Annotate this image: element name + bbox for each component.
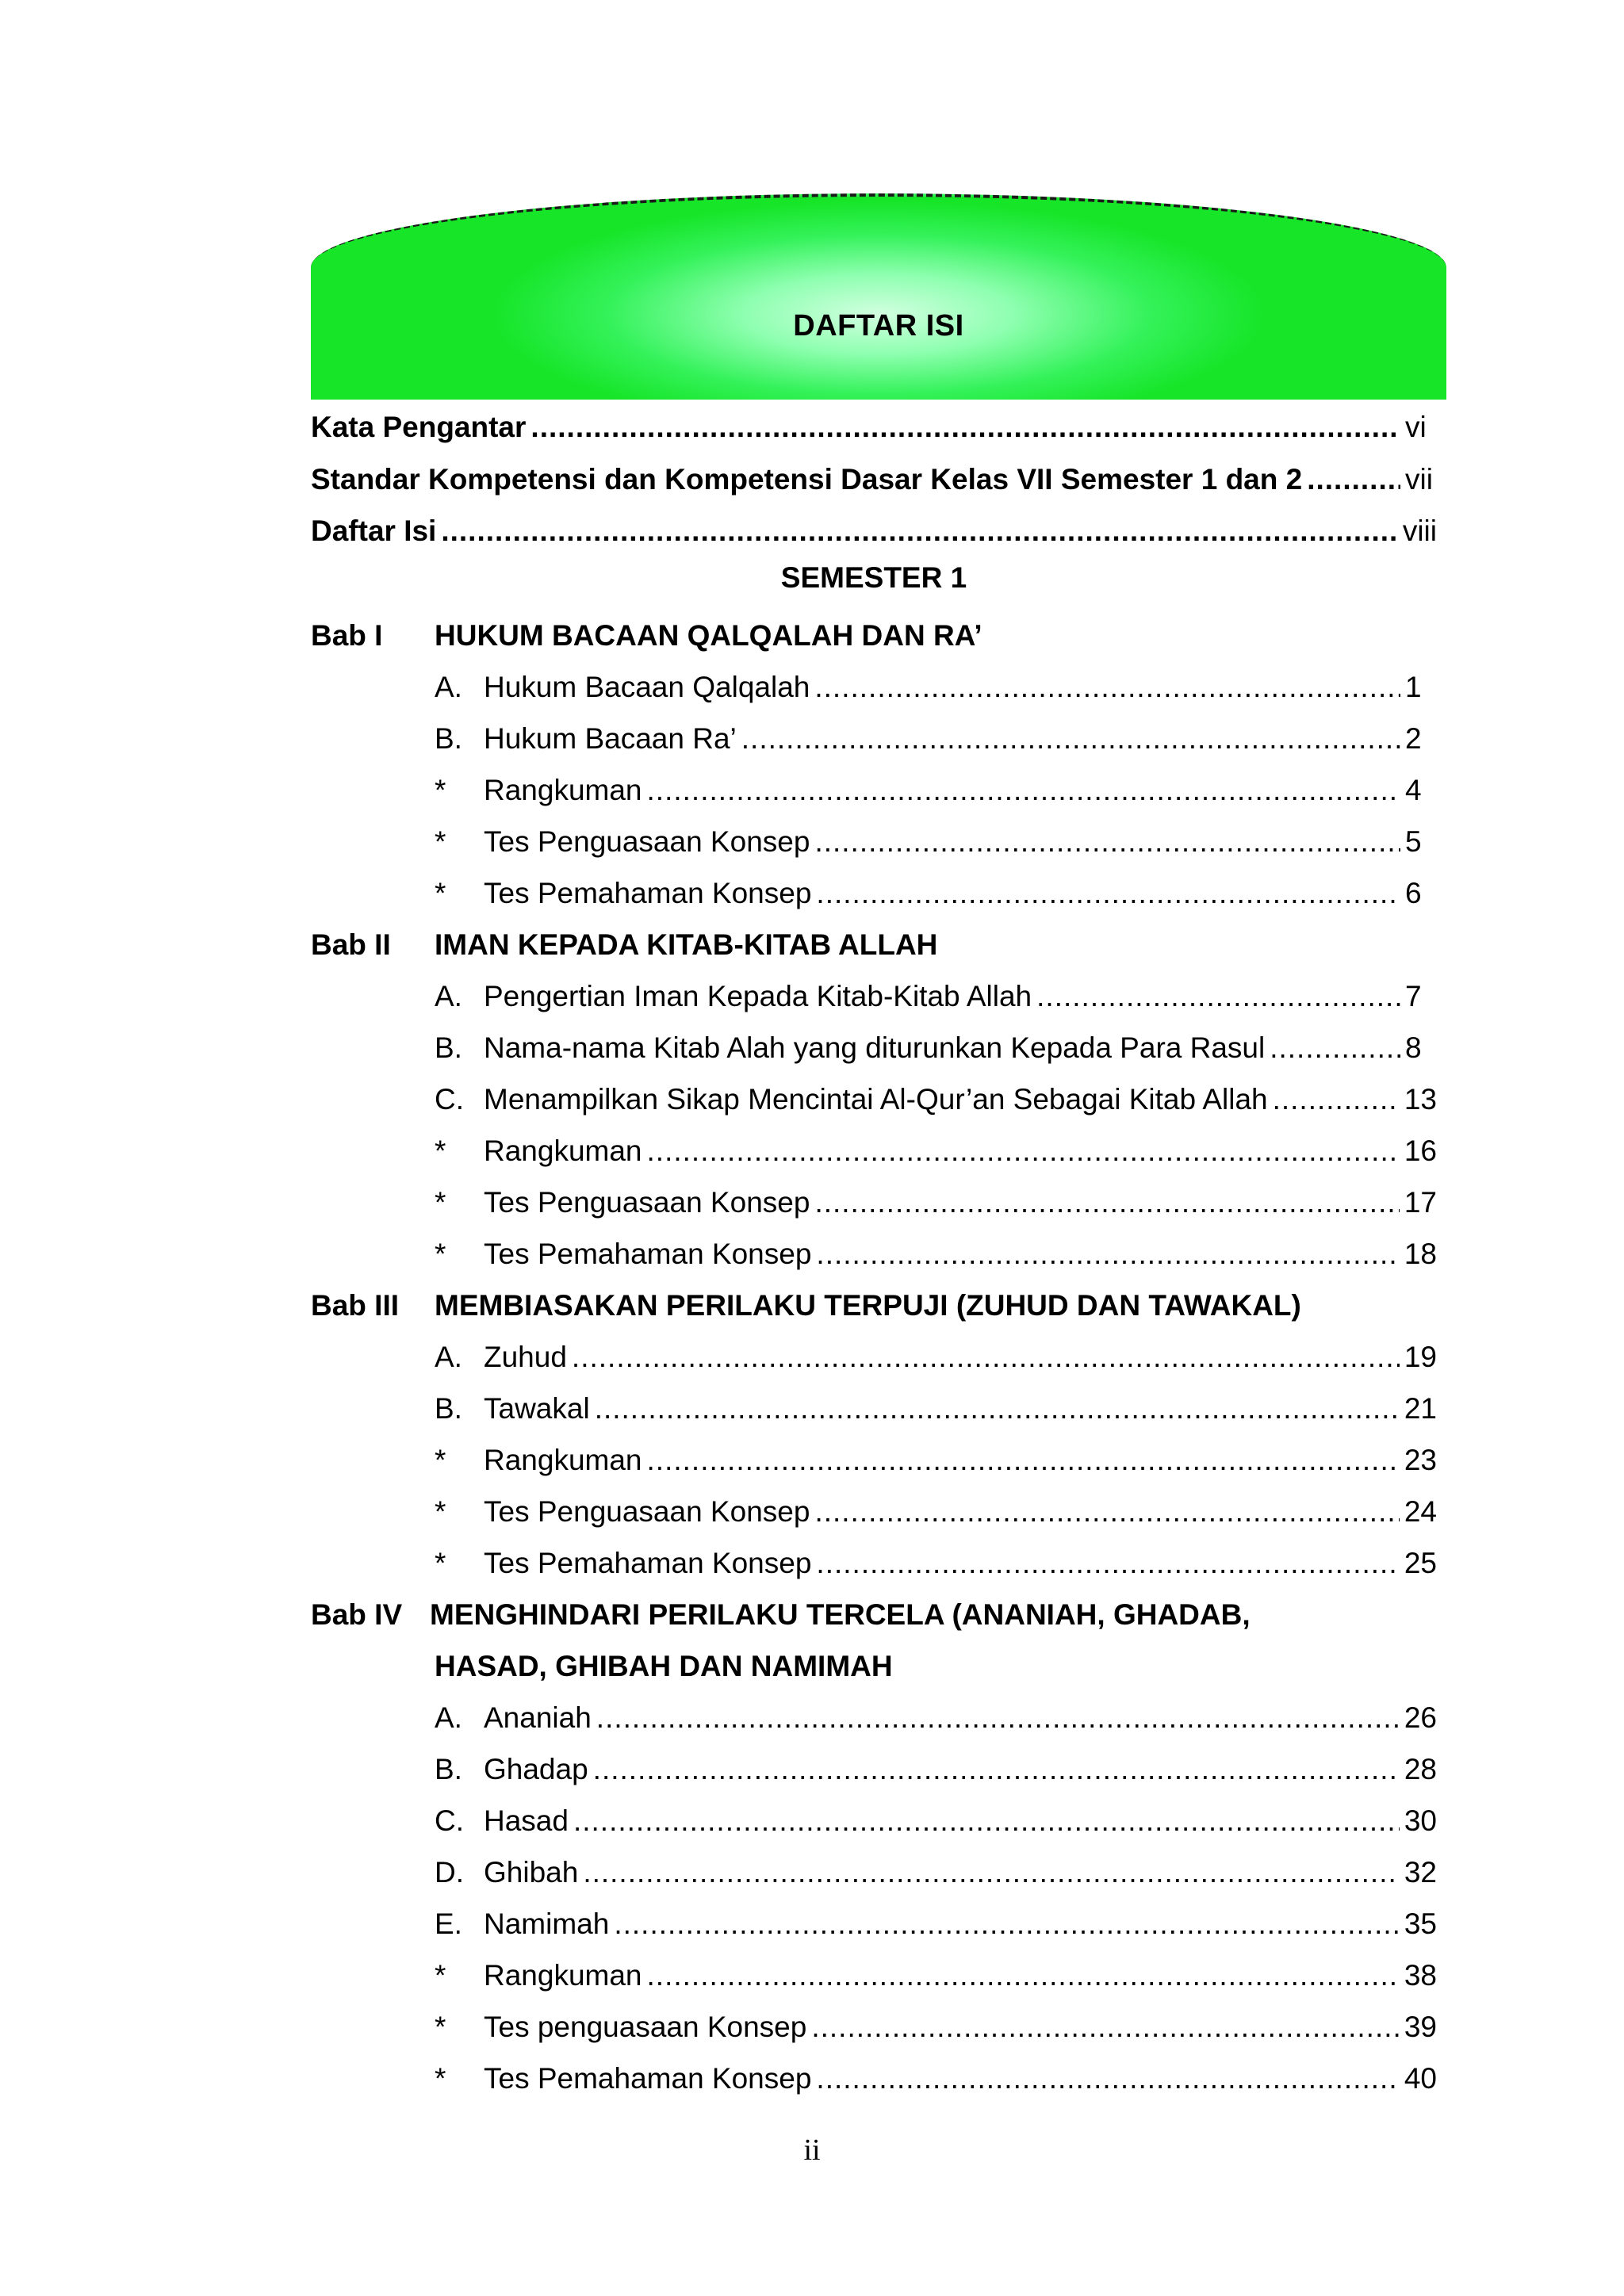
leader-dots [583, 1855, 1400, 1890]
page-number: viii [1402, 515, 1437, 547]
toc-entry[interactable] [311, 660, 1437, 705]
entry-marker: * [435, 1238, 446, 1270]
page-number: 19 [1404, 1341, 1437, 1373]
toc-entry[interactable] [311, 1124, 1437, 1169]
page-number: 23 [1404, 1444, 1437, 1476]
toc-entry[interactable] [311, 1330, 1437, 1375]
toc-entry-label: Rangkuman [484, 774, 642, 806]
leader-dots [614, 1907, 1400, 1942]
page-number: 17 [1404, 1186, 1437, 1219]
leader-dots [596, 1701, 1400, 1735]
page-number: 30 [1404, 1804, 1437, 1837]
toc-entry-label: Zuhud [484, 1341, 567, 1373]
page-number: 24 [1404, 1495, 1437, 1528]
leader-dots [814, 1185, 1399, 1220]
chapter-title: IMAN KEPADA KITAB-KITAB ALLAH [435, 928, 938, 961]
toc-entry[interactable] [311, 1691, 1437, 1735]
toc-entry[interactable] [311, 763, 1437, 808]
leader-dots [816, 2061, 1399, 2096]
toc-entry-daftar-isi[interactable] [311, 504, 1437, 549]
toc-entry[interactable] [311, 1382, 1437, 1426]
toc-entry-label: Hasad [484, 1804, 569, 1837]
leader-dots [647, 1443, 1400, 1478]
page-number: 4 [1405, 774, 1422, 806]
toc-entry[interactable] [311, 1743, 1437, 1787]
entry-marker: * [435, 825, 446, 858]
page-number: 7 [1405, 980, 1422, 1012]
toc-entry-label: Tes Pemahaman Konsep [484, 877, 812, 909]
page-number: 5 [1405, 825, 1422, 858]
toc-entry[interactable] [311, 1485, 1437, 1529]
entry-marker: E. [435, 1908, 462, 1940]
toc-entry-kata-pengantar[interactable] [311, 400, 1437, 445]
toc-entry-label: Daftar Isi [311, 515, 437, 547]
toc-entry-label: Rangkuman [484, 1444, 642, 1476]
leader-dots [814, 825, 1400, 859]
toc-entry-label: Rangkuman [484, 1959, 642, 1992]
toc-entry[interactable] [311, 1897, 1437, 1942]
leader-dots [573, 1804, 1400, 1839]
toc-entry-label: Hukum Bacaan Ra’ [484, 722, 737, 755]
toc-entry[interactable] [311, 1846, 1437, 1890]
entry-marker: A. [435, 671, 462, 703]
leader-dots [441, 514, 1397, 549]
entry-marker: * [435, 1135, 446, 1167]
entry-marker: * [435, 774, 446, 806]
toc-entry[interactable] [311, 970, 1437, 1014]
toc-entry-label: Kata Pengantar [311, 411, 527, 443]
chapter-heading[interactable] [311, 609, 1437, 653]
chapter-number: Bab I [311, 619, 383, 652]
entry-marker: C. [435, 1083, 464, 1115]
toc-entry-label: Tes Penguasaan Konsep [484, 1495, 810, 1528]
page-number: 26 [1404, 1701, 1437, 1734]
toc-entry-label: Tes Penguasaan Konsep [484, 1186, 810, 1219]
chapter-heading[interactable] [311, 1279, 1437, 1323]
entry-marker: B. [435, 1392, 462, 1425]
toc-entry-label: Tes Penguasaan Konsep [484, 825, 810, 858]
chapter-heading-continued [311, 1640, 1437, 1684]
page-footer-number: ii [803, 2133, 821, 2167]
toc-entry-label: Tes Pemahaman Konsep [484, 1547, 812, 1579]
toc-entry-label: Ghadap [484, 1753, 588, 1785]
page-number: 8 [1405, 1031, 1422, 1064]
entry-marker: * [435, 2062, 446, 2095]
leader-dots [816, 1546, 1399, 1581]
toc-entry[interactable] [311, 1949, 1437, 1993]
entry-marker: B. [435, 1753, 462, 1785]
semester-heading: SEMESTER 1 [780, 561, 967, 594]
toc-entry[interactable] [311, 2000, 1437, 2045]
toc-entry-label: Standar Kompetensi dan Kompetensi Dasar Kelas VII Semester 1 dan 2 [311, 463, 1303, 496]
page-number: 2 [1405, 722, 1422, 755]
entry-marker: * [435, 1495, 446, 1528]
entry-marker: A. [435, 980, 462, 1012]
entry-marker: * [435, 1959, 446, 1992]
toc-entry[interactable] [311, 712, 1437, 756]
page-number: 1 [1405, 671, 1422, 703]
chapter-number: Bab II [311, 928, 391, 961]
page-number: 18 [1404, 1238, 1437, 1270]
leader-dots [1307, 462, 1400, 497]
leader-dots [530, 410, 1400, 445]
toc-entry-label: Namimah [484, 1908, 610, 1940]
page-number: 25 [1404, 1547, 1437, 1579]
page-number: 40 [1404, 2062, 1437, 2095]
toc-entry[interactable] [311, 1176, 1437, 1220]
toc-entry[interactable] [311, 1536, 1437, 1581]
entry-marker: C. [435, 1804, 464, 1837]
page-number: 21 [1404, 1392, 1437, 1425]
entry-marker: D. [435, 1856, 464, 1888]
toc-entry-label: Tes Pemahaman Konsep [484, 2062, 812, 2095]
chapter-title: MENGHINDARI PERILAKU TERCELA (ANANIAH, GHADAB, [430, 1598, 1251, 1631]
toc-entry-label: Pengertian Iman Kepada Kitab-Kitab Allah [484, 980, 1032, 1012]
toc-entry-label: Tes penguasaan Konsep [484, 2011, 807, 2043]
toc-entry-label: Nama-nama Kitab Alah yang diturunkan Kepada Para Rasul [484, 1031, 1266, 1064]
toc-entry-label: Rangkuman [484, 1135, 642, 1167]
chapter-heading[interactable] [311, 1588, 1437, 1632]
page-number: 16 [1404, 1135, 1437, 1167]
page-number: 28 [1404, 1753, 1437, 1785]
entry-marker: * [435, 1186, 446, 1219]
chapter-heading[interactable] [311, 918, 1437, 962]
page-number: 13 [1404, 1083, 1437, 1115]
page-number: 39 [1404, 2011, 1437, 2043]
entry-marker: A. [435, 1701, 462, 1734]
leader-dots [1270, 1031, 1400, 1066]
toc-entry[interactable] [311, 1433, 1437, 1478]
title-banner [311, 193, 1446, 400]
chapter-number: Bab III [311, 1289, 400, 1322]
toc-entry[interactable] [311, 1021, 1437, 1066]
entry-marker: * [435, 877, 446, 909]
chapter-title: MEMBIASAKAN PERILAKU TERPUJI (ZUHUD DAN TAWAKAL) [435, 1289, 1301, 1322]
leader-dots [647, 1958, 1400, 1993]
page-number: vi [1405, 411, 1427, 443]
toc-entry[interactable] [311, 815, 1437, 859]
entry-marker: * [435, 2011, 446, 2043]
toc-entry-label: Tes Pemahaman Konsep [484, 1238, 812, 1270]
entry-marker: * [435, 1444, 446, 1476]
toc-entry[interactable] [311, 1794, 1437, 1839]
toc-entry-label: Ghibah [484, 1856, 579, 1888]
leader-dots [647, 1134, 1400, 1169]
leader-dots [816, 1237, 1399, 1272]
leader-dots [741, 721, 1400, 756]
page-number: 32 [1404, 1856, 1437, 1888]
toc-entry-label: Ananiah [484, 1701, 592, 1734]
toc-entry[interactable] [311, 2052, 1437, 2096]
entry-marker: B. [435, 1031, 462, 1064]
toc-entry-label: Tawakal [484, 1392, 590, 1425]
toc-entry[interactable] [311, 1073, 1437, 1117]
toc-entry-standar-kompetensi[interactable] [311, 453, 1437, 497]
leader-dots [647, 773, 1400, 808]
page-number: 6 [1405, 877, 1422, 909]
leader-dots [814, 1494, 1399, 1529]
leader-dots [1273, 1082, 1400, 1117]
page-title: DAFTAR ISI [793, 309, 964, 342]
entry-marker: A. [435, 1341, 462, 1373]
page-number: 38 [1404, 1959, 1437, 1992]
chapter-title: HUKUM BACAAN QALQALAH DAN RA’ [435, 619, 982, 652]
entry-marker: B. [435, 722, 462, 755]
page-number: vii [1405, 463, 1433, 496]
toc-entry-label: Menampilkan Sikap Mencintai Al-Qur’an Sebagai Kitab Allah [484, 1083, 1268, 1115]
leader-dots [816, 876, 1400, 911]
page-number: 35 [1404, 1908, 1437, 1940]
leader-dots [811, 2010, 1400, 2045]
leader-dots [814, 670, 1400, 705]
toc-entry[interactable] [311, 867, 1437, 911]
leader-dots [595, 1391, 1400, 1426]
toc-entry-label: Hukum Bacaan Qalqalah [484, 671, 810, 703]
toc-entry[interactable] [311, 1227, 1437, 1272]
entry-marker: * [435, 1547, 446, 1579]
leader-dots [1036, 979, 1400, 1014]
leader-dots [572, 1340, 1400, 1375]
chapter-number: Bab IV [311, 1598, 403, 1631]
chapter-title-continued: HASAD, GHIBAH DAN NAMIMAH [435, 1650, 893, 1682]
leader-dots [593, 1752, 1400, 1787]
